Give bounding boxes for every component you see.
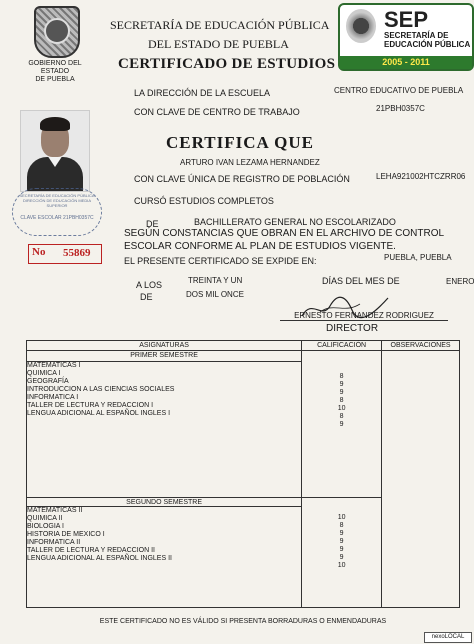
semester1-grades (302, 351, 382, 498)
gobierno-label (16, 60, 94, 84)
clave-label: CON CLAVE DE CENTRO DE TRABAJO (134, 107, 300, 117)
folio-number: 55869 (63, 247, 91, 259)
certifica-heading: CERTIFICA QUE (166, 133, 314, 152)
director-cargo: DIRECTOR (326, 323, 379, 334)
subject-item: MATEMATICAS I (27, 361, 81, 369)
grade-item: 8 (339, 373, 344, 380)
certificado-title: CERTIFICADO DE ESTUDIOS (118, 56, 336, 72)
stamp-text: SECRETARÍA DE EDUCACIÓN PÚBLICA DIRECCIÓN DE EDUCACIÓN MEDIA SUPERIOR (19, 193, 95, 208)
folio-box (28, 244, 102, 264)
escuela-stamp (12, 188, 102, 236)
semester2-title: SEGUNDO SEMESTRE (27, 498, 302, 507)
semester2-subjects (27, 507, 302, 608)
subject-item: INFORMATICA II (27, 539, 81, 546)
a-los-label: A LOS (136, 280, 163, 290)
subject-item: TALLER DE LECTURA Y REDACCION II (27, 547, 155, 554)
col-calificacion: CALIFICACIÓN (302, 341, 382, 351)
subject-item: HISTORIA DE MEXICO I (27, 531, 105, 538)
observaciones-cell (382, 351, 460, 608)
folio-prefix: No (32, 246, 46, 258)
subject-item: LENGUA ADICIONAL AL ESPAÑOL INGLES II (27, 555, 172, 562)
grade-item: 9 (339, 389, 344, 396)
grade-item: 10 (337, 514, 346, 521)
gobierno-line2: DE PUEBLA (35, 76, 75, 83)
grade-item: 9 (339, 538, 344, 545)
anio-value: DOS MIL ONCE (186, 290, 244, 299)
semester1-title-row (27, 351, 460, 362)
grade-item: 8 (339, 522, 344, 529)
dias-label: DÍAS DEL MES DE (322, 276, 400, 286)
director-nombre: ERNESTO FERNANDEZ RODRIGUEZ (280, 311, 448, 321)
segun-line1: SEGÚN CONSTANCIAS QUE OBRAN EN EL ARCHIVO DE CONTROL (124, 228, 445, 239)
semester2-grades (302, 498, 382, 608)
grade-item: 10 (337, 405, 346, 412)
col-observaciones: OBSERVACIONES (382, 341, 460, 351)
segun-line2: ESCOLAR CONFORME AL PLAN DE ESTUDIOS VIGENTE. (124, 241, 396, 252)
expide-label: EL PRESENTE CERTIFICADO SE EXPIDE EN: (124, 256, 317, 266)
curso-label: CURSÓ ESTUDIOS COMPLETOS (134, 196, 274, 206)
curp-label: CON CLAVE ÚNICA DE REGISTRO DE POBLACIÓN (134, 174, 350, 184)
photo-hair (40, 117, 70, 131)
grades-header-row (27, 341, 460, 351)
footer-note: ESTE CERTIFICADO NO ES VÁLIDO SI PRESENTA BORRADURAS O ENMENDADURAS (99, 618, 387, 625)
semester1-title: PRIMER SEMESTRE (27, 351, 302, 362)
subject-item: BIOLOGIA I (27, 523, 64, 530)
grade-item: 9 (339, 546, 344, 553)
lugar-value: PUEBLA, PUEBLA (384, 253, 452, 262)
alumno-nombre: ARTURO IVAN LEZAMA HERNANDEZ (180, 158, 320, 167)
sep-line2: EDUCACIÓN PÚBLICA (384, 40, 471, 49)
subject-item: INFORMATICA I (27, 393, 79, 401)
gobierno-line1: GOBIERNO DEL ESTADO (28, 60, 82, 75)
grade-item: 9 (339, 381, 344, 388)
grades-table (26, 340, 460, 608)
grade-item: 8 (339, 397, 344, 404)
gobierno-puebla-crest (34, 6, 80, 58)
dia-value: TREINTA Y UN (188, 276, 243, 285)
subject-item: QUIMICA II (27, 515, 63, 522)
mes-value: ENERO (446, 277, 474, 286)
stamp-clave: CLAVE ESCOLAR 21PBH0357C (20, 215, 94, 221)
grade-item: 9 (339, 554, 344, 561)
semester1-subjects (27, 361, 302, 498)
clave-value: 21PBH0357C (376, 104, 425, 113)
secretaria-title: SECRETARÍA DE EDUCACIÓN PÚBLICA (110, 18, 330, 32)
alumno-photo (20, 110, 90, 192)
subject-item: TALLER DE LECTURA Y REDACCION I (27, 401, 154, 409)
subject-item: MATEMATICAS II (27, 507, 83, 514)
grade-item: 8 (339, 413, 344, 420)
sep-logo-text: SEP (384, 7, 429, 32)
estado-title: DEL ESTADO DE PUEBLA (148, 37, 289, 51)
sep-logo (338, 3, 474, 71)
grade-item: 10 (337, 562, 346, 569)
subject-item: INTRODUCCION A LAS CIENCIAS SOCIALES (27, 385, 175, 393)
sep-line1: SECRETARÍA DE (384, 31, 449, 40)
subject-item: LENGUA ADICIONAL AL ESPAÑOL INGLES I (27, 409, 171, 417)
subject-item: QUIMICA I (27, 369, 61, 377)
grade-item: 9 (339, 530, 344, 537)
de-label: DE (146, 219, 159, 229)
direccion-label: LA DIRECCIÓN DE LA ESCUELA (134, 88, 271, 98)
sep-years: 2005 - 2011 (340, 56, 472, 69)
col-asignaturas: ASIGNATURAS (27, 341, 302, 351)
grade-item: 9 (339, 421, 344, 428)
subject-item: GEOGRAFÍA (27, 377, 69, 385)
nivel-value: BACHILLERATO GENERAL NO ESCOLARIZADO (194, 217, 396, 227)
de2-label: DE (140, 292, 153, 302)
curp-value: LEHA921002HTCZRR06 (376, 172, 466, 181)
sep-eagle-icon (346, 9, 376, 43)
direccion-value: CENTRO EDUCATIVO DE PUEBLA (334, 86, 464, 95)
nexolocal-watermark: nexoLOCAL (424, 632, 472, 643)
